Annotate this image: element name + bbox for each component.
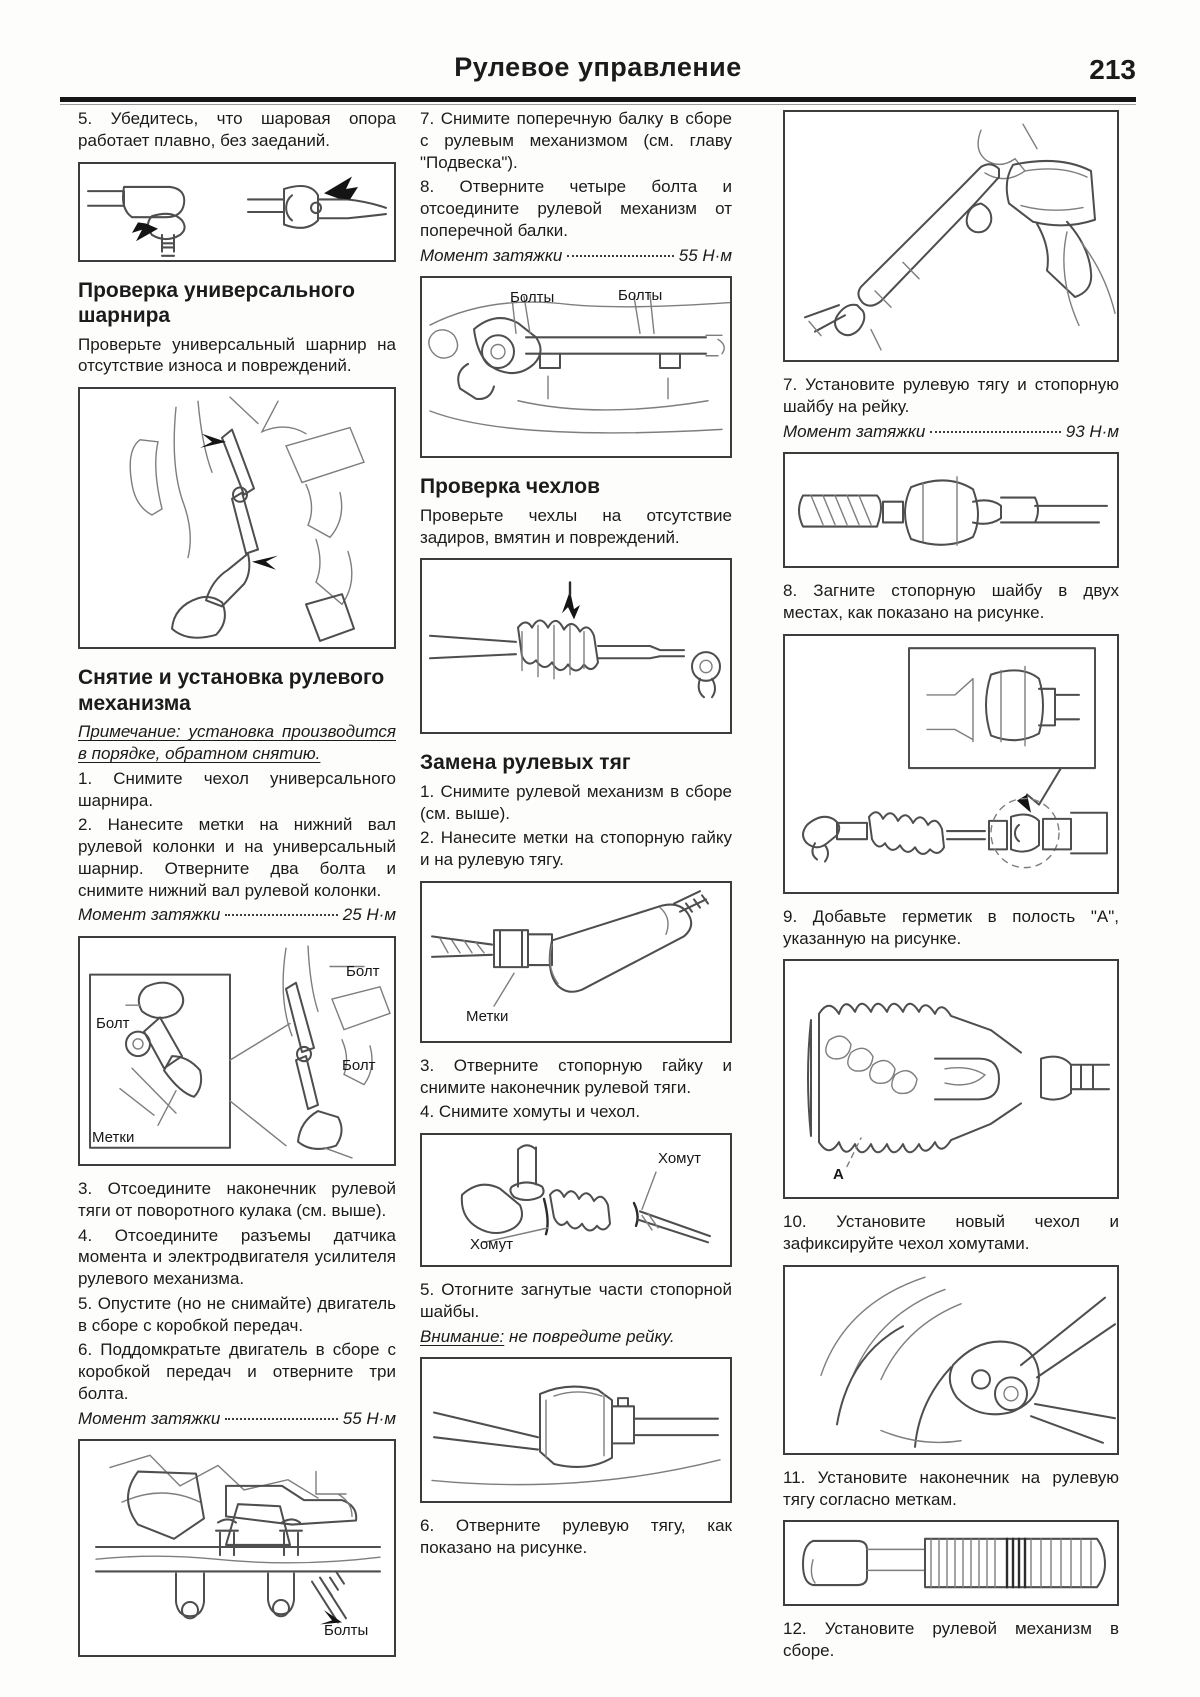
torque-label: Момент затяжки [420,245,563,265]
step-text: 1. Снимите чехол универсального шарнира. [78,768,396,810]
section-title-tierod-replace: Замена рулевых тяг [420,751,631,775]
page-header [60,52,1136,92]
figure-boot-clamps [420,1133,732,1267]
torque-label: Момент затяжки [78,905,221,925]
step-text: 8. Отверните четыре болта и отсоедините рулевой механизм от поперечной балки. [420,177,732,240]
install-assembly-drawing [785,112,1117,360]
figure-label-bolts: Болты [618,287,663,305]
figure-lower-shaft-bolts [78,936,396,1166]
warning-label: Внимание: [420,1326,505,1346]
step-text: 1. Снимите рулевой механизм в сборе (см. выше). [420,781,732,823]
step-text: 7. Установите рулевую тягу и стопорную шайбу на рейку. [783,375,1119,416]
step-text: 8. Загните стопорную шайбу в двух местах, как показано на рисунке. [783,581,1119,622]
step-text: 3. Отверните стопорную гайку и снимите наконечник рулевой тяги. [420,1055,732,1097]
figure-ball-joint-check [78,162,396,262]
torque-label: Момент затяжки [78,1408,221,1428]
step-text: 12. Установите рулевой механизм в сборе. [783,1619,1119,1660]
figure-label-clamp: Хомут [470,1236,514,1254]
boot-inspect-drawing [422,560,730,732]
crimp-clamp-drawing [785,1267,1117,1453]
step-text: 5. Отогните загнутые части стопорной шайбы. [420,1280,732,1321]
section-title-ujoint-check: Проверка универсального шарнира [78,278,355,328]
figure-boot-inspect [420,558,732,734]
column-left [78,108,396,1669]
unstake-washer-drawing [422,1359,730,1501]
sealant-cavity-drawing [785,636,1117,892]
warning-text [420,1326,732,1348]
threaded-rod-drawing [785,1522,1117,1604]
figure-label-bolts: Болты [510,289,555,307]
column-location-drawing [80,389,394,647]
header-rule-thin [60,104,1136,105]
figure-label-bolt: Болт [96,1015,130,1033]
figure-rack-on-crossmember [420,276,732,458]
step-text: 10. Установите новый чехол и зафиксируйте чехол хомутами. [783,1212,1119,1253]
dotted-leader [930,431,1060,433]
boot-cutaway-drawing [785,961,1117,1197]
torque-spec [78,1408,396,1430]
ball-joint-drawing [80,164,394,260]
step-text: 4. Отсоедините разъемы датчика момента и электродвигателя усилителя рулевого механизма. [78,1225,396,1289]
header-rule [60,97,1136,102]
section-body: Проверьте универсальный шарнир на отсутствие износа и повреждений. [78,334,396,376]
column-right [783,108,1119,1665]
dotted-leader [225,914,337,916]
figure-label-bolt: Болт [342,1057,376,1075]
torque-value: 55 Н·м [342,1408,396,1428]
page-number: 213 [1089,54,1136,85]
step-text: 2. Нанесите метки на нижний вал рулевой колонки и на универсальный шарнир. Отверните два болта и снимите нижний вал рулевой колонки. [78,815,396,900]
torque-label: Момент затяжки [783,421,926,441]
torque-value: 25 Н·м [342,905,396,925]
column-middle [420,108,732,1562]
rack-crossmember-drawing [422,278,730,456]
note-text: Примечание: установка производится в порядке, обратном снятию. [78,722,396,764]
figure-label-cavity-a: A [833,1166,844,1184]
figure-label-clamp: Хомут [658,1150,702,1168]
step-text: 4. Снимите хомуты и чехол. [420,1102,641,1122]
figure-crimp-clamp [783,1265,1119,1455]
figure-label-marks: Метки [92,1129,135,1147]
step-text: 6. Отверните рулевую тягу, как показано на рисунке. [420,1516,732,1558]
dotted-leader [225,1418,337,1420]
figure-label-marks: Метки [466,1007,509,1025]
step-text: 7. Снимите поперечную балку в сборе с рулевым механизмом (см. главу "Подвеска"). [420,109,732,172]
figure-boot-cutaway [783,959,1119,1199]
torque-value: 55 Н·м [678,245,732,265]
torque-value: 93 Н·м [1065,421,1119,441]
torque-spec [783,421,1119,443]
figure-locknut-marks [420,881,732,1043]
figure-threaded-rod [783,1520,1119,1606]
page-title: Рулевое управление [454,52,742,82]
section-title-boot-check: Проверка чехлов [420,475,600,499]
step-text: 6. Поддомкратьте двигатель в сборе с коробкой передач и отверните три болта. [78,1340,396,1403]
figure-label-bolts: Болты [324,1622,369,1640]
figure-column-ujoint-location [78,387,396,649]
figure-sealant-cavity [783,634,1119,894]
step-text: 5. Убедитесь, что шаровая опора работает плавно, без заеданий. [78,109,396,150]
step-text: 3. Отсоедините наконечник рулевой тяги от поворотного кулака (см. выше). [78,1179,396,1220]
figure-unstake-washer [420,1357,732,1503]
dotted-leader [567,255,673,257]
torque-spec [420,245,732,267]
figure-crossmember-bolts [78,1439,396,1657]
section-body: Проверьте чехлы на отсутствие задиров, вмятин и повреждений. [420,505,732,547]
figure-label-bolt: Болт [346,963,380,981]
warning-body: не повредите рейку. [508,1326,675,1346]
figure-inner-joint [783,452,1119,568]
torque-spec [78,904,396,926]
figure-install-tierod-assembly [783,110,1119,362]
step-text: 2. Нанесите метки на стопорную гайку и на рулевую тягу. [420,828,732,870]
section-title-gear-remove: Снятие и установка рулевого механизма [78,666,385,715]
step-text: 9. Добавьте герметик в полость "А", указанную на рисунке. [783,906,1119,948]
step-text: 11. Установите наконечник на рулевую тягу согласно меткам. [783,1467,1119,1509]
inner-joint-drawing [785,454,1117,566]
step-text: 5. Опустите (но не снимайте) двигатель в сборе с коробкой передач. [78,1293,396,1335]
